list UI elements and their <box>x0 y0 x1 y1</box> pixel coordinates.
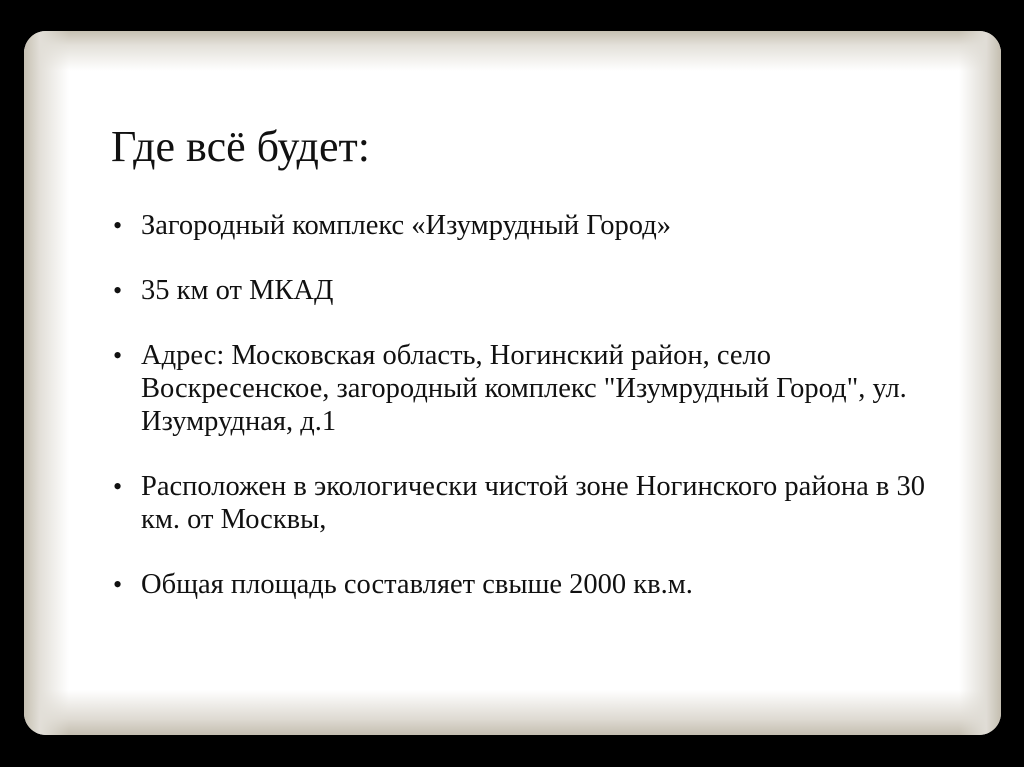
bullet-text: Общая площадь составляет свыше 2000 кв.м. <box>141 569 693 600</box>
bullet-text: Адрес: Московская область, Ногинский район, село Воскресенское, загородный комплекс "Изумрудный Город", ул. Изумрудная, д.1 <box>141 340 907 437</box>
bullet-text: 35 км от МКАД <box>141 275 334 306</box>
bullet-item <box>111 470 931 536</box>
bullet-text: Загородный комплекс «Изумрудный Город» <box>141 210 671 241</box>
bullet-icon: • <box>113 341 123 370</box>
slide-panel <box>24 31 1001 735</box>
bullet-list <box>111 209 931 633</box>
bullet-icon: • <box>113 211 123 240</box>
bullet-item <box>111 209 931 242</box>
bullet-icon: • <box>113 570 123 599</box>
bullet-icon: • <box>113 472 123 501</box>
bullet-item <box>111 339 931 438</box>
bullet-text: Расположен в экологически чистой зоне Ногинского района в 30 км. от Москвы, <box>141 471 925 535</box>
bullet-item <box>111 274 931 307</box>
bullet-item <box>111 568 931 601</box>
slide-title: Где всё будет: <box>111 122 370 171</box>
slide-content <box>24 31 1001 735</box>
bullet-icon: • <box>113 276 123 305</box>
